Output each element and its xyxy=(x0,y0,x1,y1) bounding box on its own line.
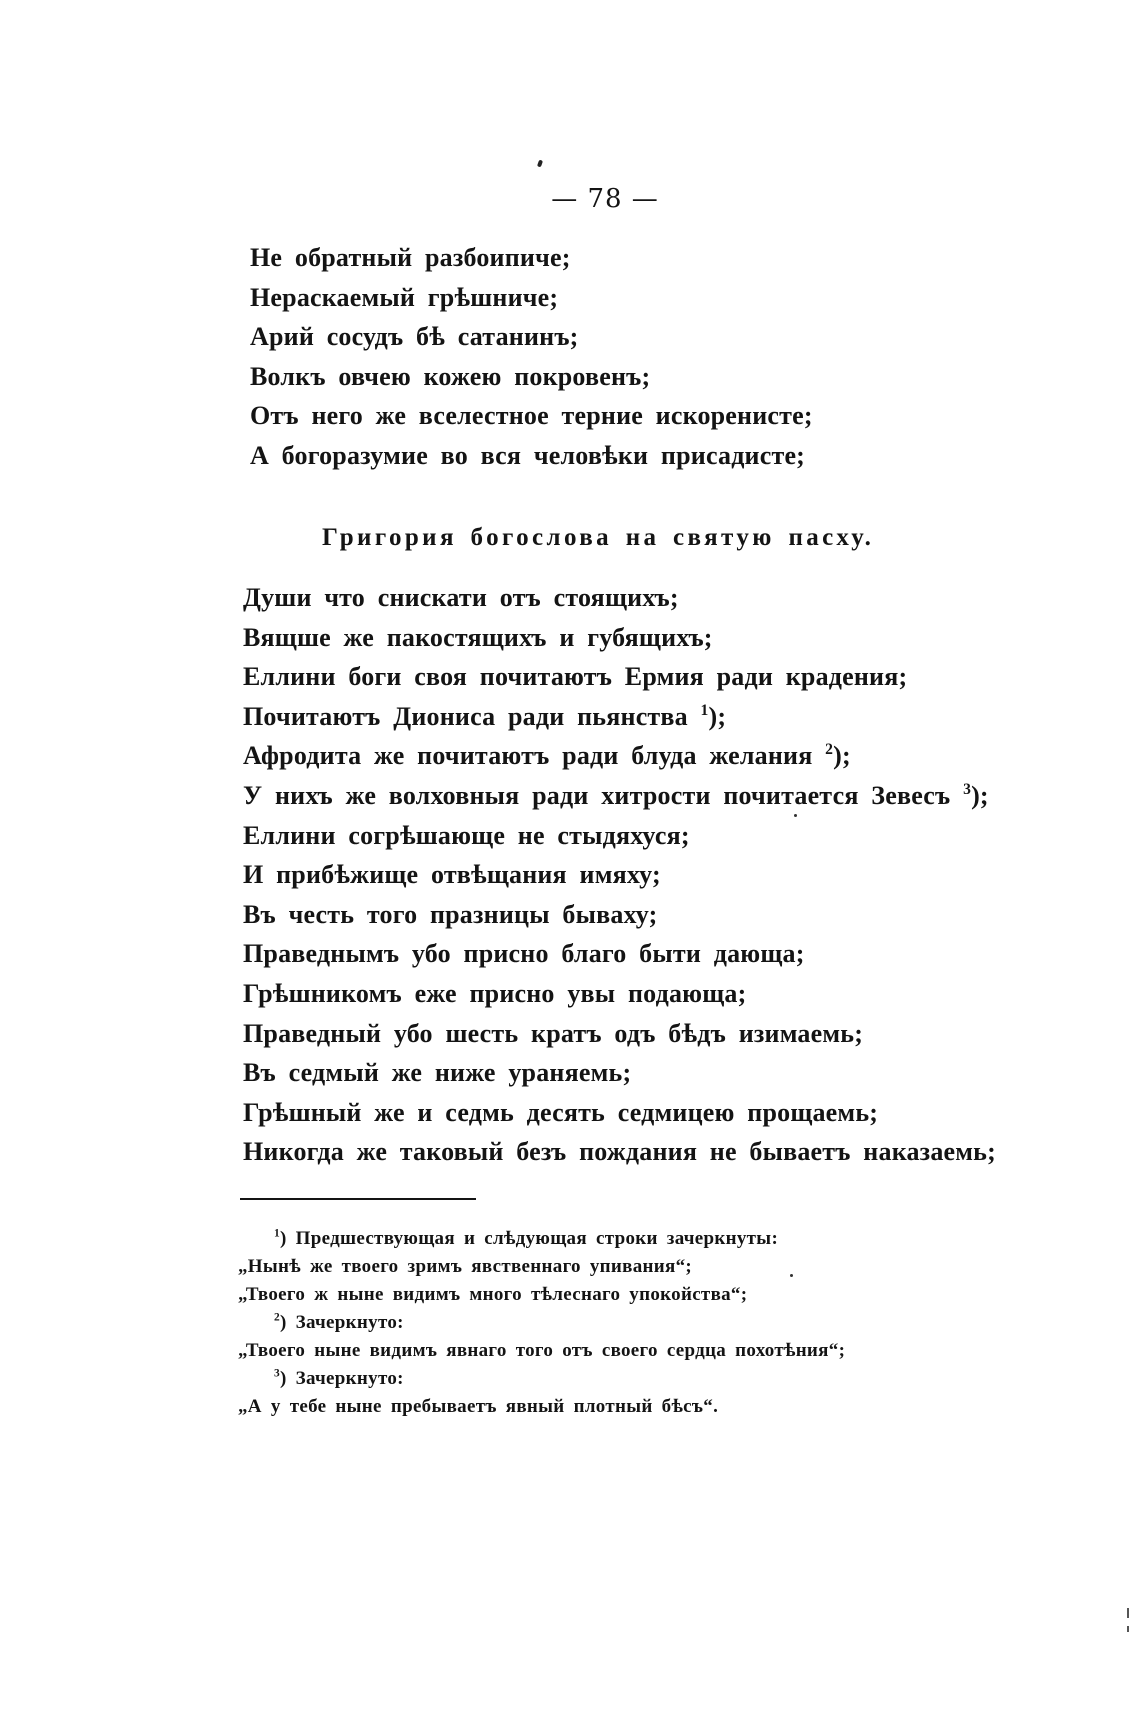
verse-line xyxy=(243,1093,996,1133)
verse-text: Афродита же почитаютъ ради блуда желания xyxy=(243,741,826,771)
verse-text: Грѣшный же и седмь десять седмицею прощаемь; xyxy=(243,1097,879,1127)
footnote-line xyxy=(238,1365,845,1393)
verse-text: Въ седмый же ниже ураняемь; xyxy=(243,1058,632,1088)
verse-text: Почитаютъ Диониса ради пьянства xyxy=(243,701,701,731)
verse-line xyxy=(243,1053,996,1093)
footnote-marker: 3 xyxy=(274,1367,280,1380)
verse-line: А богоразумие во вся человѣки присадисте; xyxy=(250,440,806,470)
verse-text: Души что снискати отъ стоящихъ; xyxy=(243,583,679,612)
verse-block-top xyxy=(250,238,813,475)
stray-ink-mark xyxy=(537,160,543,168)
footnotes xyxy=(238,1225,845,1421)
footnote-line xyxy=(238,1393,845,1421)
verse-tail: ); xyxy=(971,780,989,810)
footnote-line xyxy=(238,1253,845,1281)
verse-line xyxy=(243,618,996,658)
section-heading: Григория богослова на святую пасху. xyxy=(322,524,875,551)
verse-line xyxy=(243,1132,996,1172)
verse-text: Еллини боги своя почитаютъ Ермия ради крадения; xyxy=(243,662,908,692)
verse-line xyxy=(243,578,996,618)
verse-line xyxy=(243,855,996,895)
verse-text: Въ честь того празницы бываху; xyxy=(243,899,658,929)
footnote-ref: 3 xyxy=(963,780,972,798)
ink-speck xyxy=(790,1274,793,1277)
footnote-line xyxy=(238,1225,845,1253)
verse-line: Волкъ овчею кожею покровенъ; xyxy=(250,361,651,391)
verse-line xyxy=(243,934,996,974)
footnote-text: „Твоего ныне видимъ явнаго того отъ своего сердца похотѣния“; xyxy=(238,1340,846,1361)
verse-line xyxy=(243,736,996,776)
footnote-text: „А у тебе ныне пребываетъ явный плотный бѣсъ“. xyxy=(238,1396,719,1417)
verse-tail: ); xyxy=(833,741,851,771)
verse-line xyxy=(243,776,996,816)
footnote-marker: 2 xyxy=(274,1311,280,1324)
verse-block-main xyxy=(243,578,996,1172)
footnote-ref: 1 xyxy=(700,701,709,719)
verse-line: Арий сосудъ бѣ сатанинъ; xyxy=(250,322,579,351)
verse-line xyxy=(243,1014,996,1054)
ink-speck xyxy=(794,814,797,817)
edge-mark xyxy=(1127,1626,1129,1632)
verse-text: И прибѣжище отвѣщания имяху; xyxy=(243,860,661,890)
verse-tail: ); xyxy=(708,701,727,731)
verse-text: Праведнымъ убо присно благо быти дающа; xyxy=(243,939,805,969)
verse-text: Вящше же пакостящихъ и губящихъ; xyxy=(243,622,713,652)
verse-line xyxy=(243,895,996,935)
footnote-divider xyxy=(240,1198,476,1200)
verse-line xyxy=(243,816,996,856)
footnote-marker: 1 xyxy=(274,1227,280,1240)
verse-text: У нихъ же волховныя ради хитрости почитается Зевесъ xyxy=(243,780,964,810)
verse-text: Праведный убо шесть кратъ одъ бѣдъ изимаемь; xyxy=(243,1018,864,1048)
verse-line xyxy=(243,974,996,1014)
footnote-ref: 2 xyxy=(825,741,834,759)
verse-line: Не обратный разбоипиче; xyxy=(250,243,571,272)
verse-line xyxy=(243,657,996,697)
verse-text: Еллини согрѣшающе не стыдяхуся; xyxy=(243,820,690,850)
verse-line xyxy=(243,697,996,737)
verse-line: Отъ него же вселестное терние искорениcте; xyxy=(250,401,813,430)
verse-text: Никогда же таковый безъ пождания не бываетъ наказаемь; xyxy=(243,1137,996,1167)
footnote-text: ) Зачеркнуто: xyxy=(280,1368,404,1389)
footnote-text: „Нынѣ же твоего зримъ явственнаго упивания“; xyxy=(238,1256,693,1277)
footnote-text: „Твоего ж ныне видимъ много тѣлеснаго упокойства“; xyxy=(238,1284,748,1305)
edge-mark xyxy=(1127,1608,1129,1618)
footnote-line xyxy=(238,1281,845,1309)
page-number: — 78 — xyxy=(551,184,659,214)
footnote-text: ) Зачеркнуто: xyxy=(280,1312,404,1333)
verse-line: Нераскаемый грѣшниче; xyxy=(250,282,559,312)
footnote-line xyxy=(238,1337,845,1365)
footnote-line xyxy=(238,1309,845,1337)
verse-text: Грѣшникомъ еже присно увы подающа; xyxy=(243,978,747,1008)
footnote-text: ) Предшествующая и слѣдующая строки зачеркнуты: xyxy=(280,1228,779,1249)
